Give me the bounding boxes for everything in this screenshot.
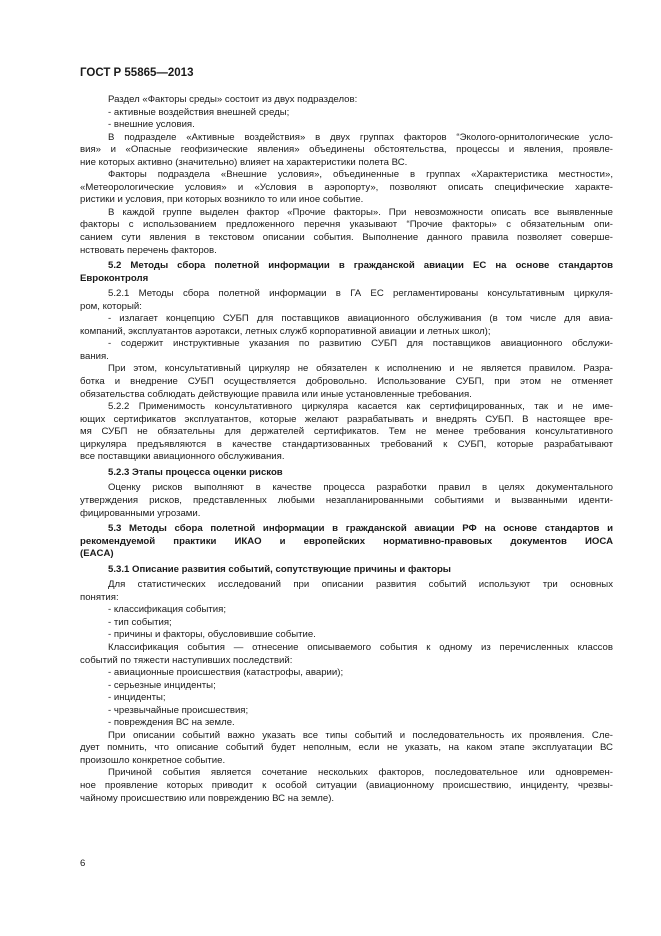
paragraph (80, 729, 613, 768)
text-line: ющих сертификатов эксплуатантов, которые желают разрабатывать и внедрять СУБП. В настоящее вре- (80, 413, 613, 425)
text-line: Факторы подраздела «Внешние условия», объединенные в группах «Характеристика местности», (108, 169, 613, 181)
standard-code-header: ГОСТ Р 55865—2013 (80, 67, 194, 79)
heading-line: 5.2 Методы сбора полетной информации в гражданской авиации ЕС на основе стандартов (108, 260, 613, 272)
text-line: компаний, эксплуатантов аэротакси, летных служб корпоративной авиации и летных школ); (80, 325, 491, 337)
text-line: - чрезвычайные происшествия; (108, 704, 249, 716)
heading-line: 5.2.3 Этапы процесса оценки рисков (108, 466, 283, 478)
text-line: фицированными угрозами. (80, 507, 201, 519)
text-line: ром, который: (80, 300, 142, 312)
paragraph (80, 313, 613, 338)
text-line: - авиационные происшествия (катастрофы, аварии); (108, 667, 344, 679)
paragraph (80, 206, 613, 257)
text-line: В подразделе «Активные воздействия» в двух группах факторов “Эколого-орнитологические усло- (108, 131, 613, 143)
text-line: вания. (80, 350, 109, 362)
paragraph (80, 579, 613, 604)
text-line: ное проявление которых приводит к особой ситуации (авиационному происшествию, инциденту, чрезвы- (80, 779, 613, 791)
paragraph (108, 617, 613, 630)
text-line: вия» и «Опасные геофизические явления» объединены обстоятельства, процессы и явления, проявле- (80, 144, 613, 156)
text-line: - излагает концепцию СУБП для поставщиков авиационного обслуживания (в том числе для авиа- (108, 313, 613, 325)
text-line: понятия: (80, 591, 119, 603)
text-line: произошло конкретное событие. (80, 754, 226, 766)
heading-line: (EACA) (80, 548, 114, 560)
paragraph (108, 680, 613, 693)
section-heading (80, 523, 613, 561)
text-line: - активные воздействия внешней среды; (108, 106, 290, 118)
paragraph (108, 107, 613, 120)
paragraph (80, 767, 613, 805)
text-line: - тип события; (108, 616, 172, 628)
text-line: обязательства соблюдать действующие правила или иные установленные требования. (80, 388, 472, 400)
paragraph (108, 692, 613, 705)
text-line: факторы с использованием предложенного перечня указывают “Прочие факторы» с обязательным опи- (80, 219, 613, 231)
text-line: - серьезные инциденты; (108, 679, 216, 691)
text-line: циркуляра предъявляются в качестве стандартизованных требований к СУБП, которые разрабатывают (80, 438, 613, 450)
text-line: Причиной события является сочетание нескольких факторов, последовательное или одновремен- (108, 767, 613, 779)
paragraph (108, 705, 613, 718)
text-line: все поставщики авиационного обслуживания. (80, 451, 285, 463)
paragraph (108, 604, 613, 617)
paragraph (80, 482, 613, 520)
text-line: ботка и внедрение СУБП осуществляется добровольно. Использование СУБП, при этом не отменяет (80, 376, 613, 388)
text-line: - причины и факторы, обусловившие событие. (108, 629, 316, 641)
heading-line: Евроконтроля (80, 272, 149, 284)
text-line: ристики и условия, при которых возникло то или иное событие. (80, 194, 364, 206)
text-line: Для статистических исследований при описании развития событий используют три основных (108, 579, 613, 591)
paragraph (108, 667, 613, 680)
section-heading (108, 564, 613, 577)
text-line: - повреждения ВС на земле. (108, 717, 235, 729)
text-line: - инциденты; (108, 692, 166, 704)
section-heading (80, 260, 613, 285)
section-heading (108, 467, 613, 480)
heading-line: 5.3 Методы сбора полетной информации в гражданской авиации РФ на основе стандартов и (108, 523, 613, 535)
text-line: В каждой группе выделен фактор «Прочие факторы». При невозможности описать все выявленные (108, 206, 613, 218)
text-line: 5.2.1 Методы сбора полетной информации в ГА ЕС регламентированы консультативным циркуля- (108, 288, 613, 300)
paragraph (108, 119, 613, 132)
text-line: событий по тяжести наступивших последствий: (80, 654, 293, 666)
paragraph (108, 717, 613, 730)
text-line: Классификация события — отнесение описываемого события к одному из перечисленных классов (108, 641, 613, 653)
heading-line: 5.3.1 Описание развития событий, сопутствующие причины и факторы (108, 563, 451, 575)
paragraph (108, 629, 613, 642)
text-line: санием сути явления в текстовом описании события. Выполнение данного правила позволяет соверше- (80, 232, 613, 244)
paragraph (108, 94, 613, 107)
heading-line: рекомендуемой практики ИКАО и европейских нормативно-правовых документов ИОСА (80, 535, 613, 547)
text-line: 5.2.2 Применимость консультативного циркуляра касается как сертифицированных, так и не име- (108, 401, 613, 413)
document-body (80, 94, 613, 805)
text-line: «Метеорологические условия» и «Условия в аэропорту», позволяют описать специфические характе- (80, 181, 613, 193)
text-line: При описании событий важно указать все типы событий и последовательность их проявления. Сле- (108, 729, 613, 741)
text-line: чайному происшествию или повреждению ВС на земле). (80, 792, 335, 804)
paragraph (80, 338, 613, 363)
text-line: - классификация события; (108, 604, 227, 616)
text-line: Оценку рисков выполняют в качестве процесса разработки правил в целях документального (108, 482, 613, 494)
paragraph (80, 169, 613, 207)
paragraph (80, 641, 613, 667)
text-line: утверждения рисков, представленных любыми незапланированными событиями и вызванными иденти- (80, 494, 613, 506)
text-line: - внешние условия. (108, 119, 195, 131)
text-line: - содержит инструктивные указания по развитию СУБП для поставщиков авиационного обслужи- (108, 338, 613, 350)
text-line: Раздел «Факторы среды» состоит из двух подразделов: (108, 94, 358, 105)
text-line: нствовать перечень факторов. (80, 244, 217, 256)
paragraph (80, 288, 613, 313)
paragraph (80, 363, 613, 401)
text-line: При этом, консультативный циркуляр не обязателен к исполнению и не является правилом. Разра- (108, 363, 613, 375)
text-line: мя СУБП не обязательны для держателей сертификатов. Тем не менее требования консультативного (80, 426, 613, 438)
paragraph (80, 401, 613, 464)
page-number: 6 (80, 858, 86, 869)
text-line: ние которых активно (значительно) влияет на характеристики полета ВС. (80, 156, 408, 168)
paragraph (80, 131, 613, 170)
text-line: дует помнить, что описание событий будет неполным, если не указать, на каком этапе эксплуатации ВС (80, 742, 613, 754)
